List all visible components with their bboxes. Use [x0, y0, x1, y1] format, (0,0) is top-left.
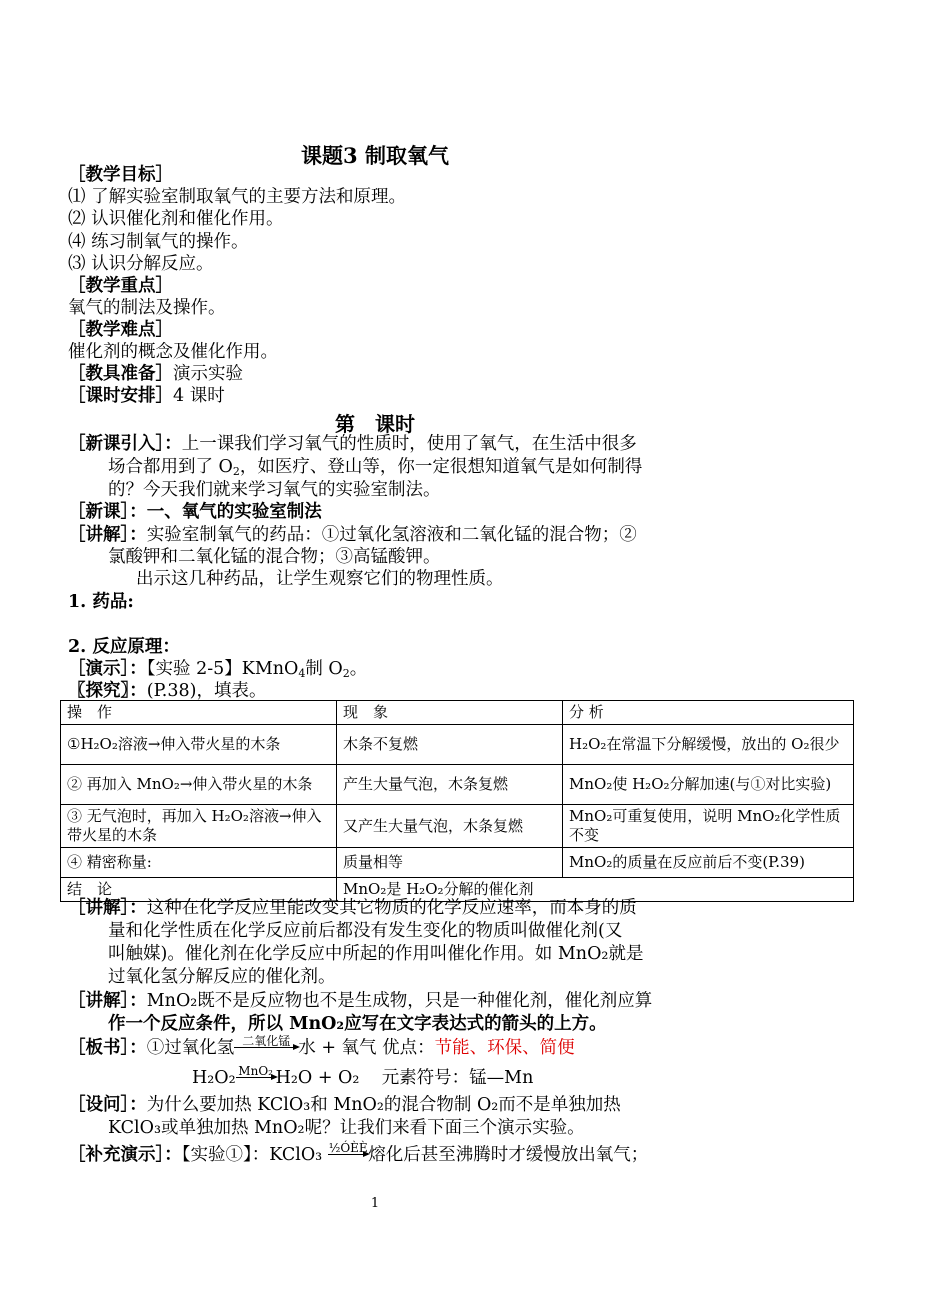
- tools-heading: ［教具准备］: [68, 364, 173, 384]
- board-line-2: [192, 1064, 534, 1089]
- demo-text: 制 O: [305, 659, 343, 679]
- explain-1-line-3: 出示这几种药品，让学生观察它们的物理性质。: [136, 569, 504, 589]
- table-cell: 质量相等: [337, 848, 563, 878]
- goal-item: ⑴ 了解实验室制取氧气的主要方法和原理。: [68, 187, 407, 207]
- key-heading: ［教学重点］: [68, 276, 173, 296]
- board-heading: ［板书］：: [68, 1038, 147, 1058]
- table-header-row: [61, 701, 854, 725]
- goals-heading: ［教学目标］: [68, 165, 173, 185]
- tools-text: 演示实验: [173, 364, 243, 384]
- page-number: 1: [370, 1196, 380, 1211]
- reaction-arrow: [234, 1035, 298, 1048]
- conclusion-text: MnO₂是 H₂O₂分解的催化剂: [337, 878, 854, 902]
- reaction-arrow: [328, 1142, 368, 1155]
- page-title: 课题3 制取氧气: [301, 143, 449, 168]
- explain-text: 这种在化学反应里能改变其它物质的化学反应速率，而本身的质: [146, 898, 637, 918]
- intro-line-2: 场合都用到了 $O_2$，如医疗、登山等，你一定很想知道氧气是如何制得: [108, 457, 643, 478]
- table-row: [61, 725, 854, 765]
- experiment-table: [60, 700, 854, 902]
- explain-1-line-2: 氯酸钾和二氧化锰的混合物；③高锰酸钾。: [108, 547, 441, 567]
- explain-1-line-1: [68, 524, 637, 546]
- intro-text: 上一课我们学习氧气的性质时，使用了氧气，在生活中很多: [181, 434, 637, 454]
- table-cell: 产生大量气泡，木条复燃: [337, 765, 563, 805]
- board-text: 水 + 氧气 优点：: [298, 1038, 435, 1058]
- demo-line: ［演示］：【实验 2-5】KMnO$_4$制 $O_2$。: [68, 659, 368, 680]
- explore-heading: 〖探究〗：: [68, 681, 147, 701]
- table-row: [61, 765, 854, 805]
- explain-text: 实验室制氧气的药品：①过氧化氢溶液和二氧化锰的混合物；②: [146, 525, 637, 545]
- demo-heading: ［演示］：: [68, 659, 147, 679]
- explain-3-line-1: [68, 990, 652, 1012]
- intro-text: ，如医疗、登山等，你一定很想知道氧气是如何制得: [239, 457, 643, 477]
- time-text: 4 课时: [173, 386, 225, 406]
- table-cell: ③ 无气泡时，再加入 H₂O₂溶液→伸入带火星的木条: [61, 805, 337, 848]
- session-title: 第 课时: [335, 412, 415, 436]
- table-cell: H₂O₂在常温下分解缓慢，放出的 O₂很少: [563, 725, 854, 765]
- question-heading: ［设问］：: [68, 1095, 147, 1115]
- key-text: 氧气的制法及操作。: [68, 298, 226, 318]
- demo-text: 【实验 2-5】KMnO: [146, 659, 299, 679]
- explain-2-line-1: [68, 897, 637, 919]
- explain-heading: ［讲解］：: [68, 898, 147, 918]
- arrow-condition: ½ÓÈÈ: [328, 1141, 368, 1155]
- reaction-arrow: [236, 1065, 276, 1078]
- board-text: ①过氧化氢: [146, 1038, 235, 1058]
- table-header: 现 象: [337, 701, 563, 725]
- difficulty-text: 催化剂的概念及催化作用。: [68, 342, 278, 362]
- table-cell: 又产生大量气泡，木条复燃: [337, 805, 563, 848]
- explain-2-line-2: 量和化学性质在化学反应前后都没有发生变化的物质叫做催化剂(又: [108, 921, 623, 941]
- explain-heading: ［讲解］：: [68, 525, 147, 545]
- new-lesson-heading: ［新课］：一、氧气的实验室制法: [68, 502, 322, 522]
- supplement-line: [68, 1141, 649, 1166]
- intro-line-3: 的？今天我们就来学习氧气的实验室制法。: [108, 480, 441, 500]
- table-cell: ①H₂O₂溶液→伸入带火星的木条: [61, 725, 337, 765]
- goal-item: ⑵ 认识催化剂和催化作用。: [68, 209, 284, 229]
- explain-3-line-2: 作一个反应条件，所以 MnO₂应写在文字表达式的箭头的上方。: [108, 1014, 607, 1034]
- question-line-1: [68, 1094, 621, 1116]
- explain-2-line-4: 过氧化氢分解反应的催化剂。: [108, 967, 336, 987]
- tools-line: [68, 363, 243, 385]
- board-line-1: [68, 1034, 575, 1059]
- table-row: [61, 848, 854, 878]
- table-cell: ④ 精密称量:: [61, 848, 337, 878]
- explain-2-line-3: 叫触媒)。催化剂在化学反应中所起的作用叫催化作用。如 MnO₂就是: [108, 944, 644, 964]
- explain-text: MnO₂既不是反应物也不是生成物，只是一种催化剂，催化剂应算: [146, 991, 653, 1011]
- section-drugs: 1. 药品:: [68, 592, 134, 612]
- table-header: 操 作: [61, 701, 337, 725]
- supplement-heading: ［补充演示］：: [68, 1145, 182, 1165]
- difficulty-heading: ［教学难点］: [68, 320, 173, 340]
- table-cell: MnO₂使 H₂O₂分解加速(与①对比实验): [563, 765, 854, 805]
- explore-line: [68, 680, 266, 702]
- time-heading: ［课时安排］: [68, 386, 173, 406]
- formula-text: H₂O + O₂: [275, 1068, 360, 1088]
- question-line-2: KClO₃或单独加热 MnO₂呢？让我们来看下面三个演示实验。: [108, 1118, 585, 1138]
- explore-text: (P.38)，填表。: [146, 681, 267, 701]
- supplement-text: 熔化后甚至沸腾时才缓慢放出氧气；: [368, 1145, 649, 1165]
- element-symbol-text: 元素符号：锰—Mn: [381, 1068, 534, 1088]
- goal-item: ⑶ 认识分解反应。: [68, 254, 214, 274]
- arrow-condition: MnO₂: [238, 1064, 273, 1078]
- table-cell: MnO₂的质量在反应前后不变(P.39): [563, 848, 854, 878]
- question-text: 为什么要加热 KClO₃和 MnO₂的混合物制 O₂而不是单独加热: [146, 1095, 621, 1115]
- supplement-text: 【实验①】：KClO₃: [181, 1145, 323, 1165]
- time-line: [68, 385, 225, 407]
- formula-text: H₂O₂: [192, 1068, 236, 1088]
- advantages-text: 节能、环保、简便: [434, 1038, 575, 1058]
- table-cell: MnO₂可重复使用，说明 MnO₂化学性质不变: [563, 805, 854, 848]
- demo-text: 。: [349, 659, 368, 679]
- table-cell: 木条不复燃: [337, 725, 563, 765]
- intro-text: 场合都用到了 O: [108, 457, 233, 477]
- section-principle: 2. 反应原理：: [68, 637, 180, 657]
- intro-line-1: [68, 433, 637, 455]
- conclusion-label: 结 论: [61, 878, 337, 902]
- table-row: [61, 805, 854, 848]
- goal-item: ⑷ 练习制氧气的操作。: [68, 232, 249, 252]
- intro-heading: ［新课引入］：: [68, 434, 182, 454]
- table-cell: ② 再加入 MnO₂→伸入带火星的木条: [61, 765, 337, 805]
- arrow-condition: 二氧化锰: [242, 1034, 291, 1048]
- explain-heading: ［讲解］：: [68, 991, 147, 1011]
- table-header: 分 析: [563, 701, 854, 725]
